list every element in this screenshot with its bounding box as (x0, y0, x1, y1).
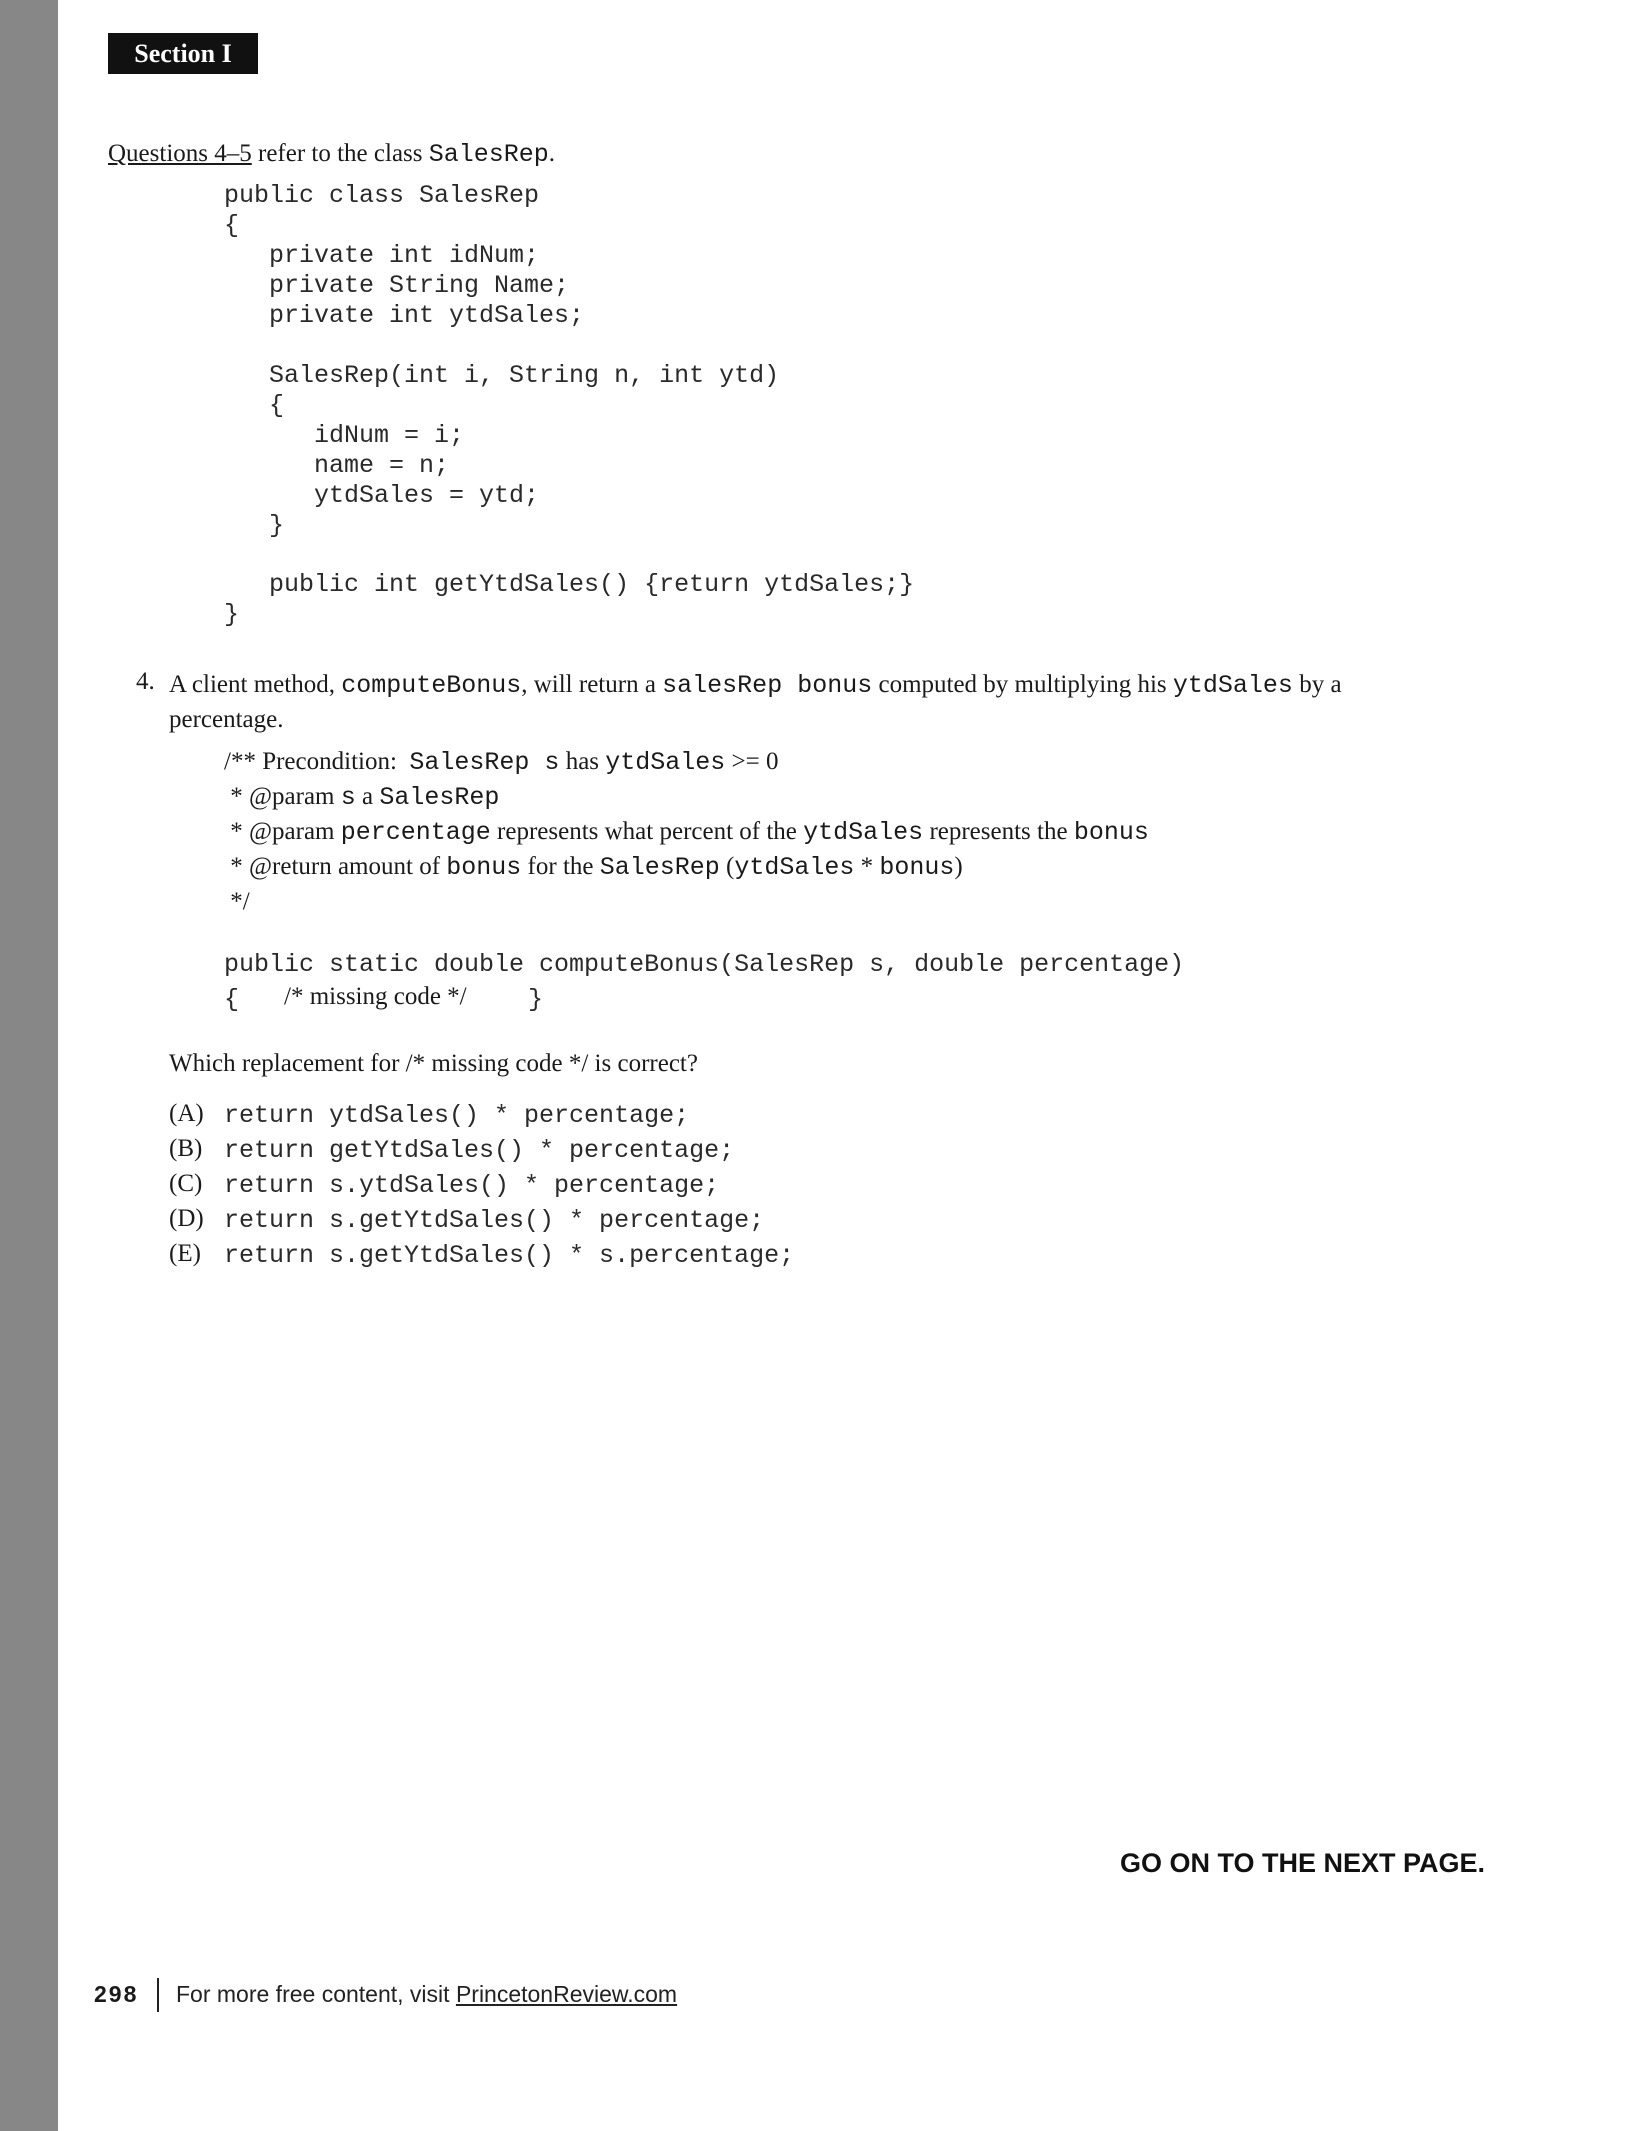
doc-code: SalesRep (379, 783, 500, 812)
code-line: public int getYtdSales() {return ytdSales;} (224, 570, 915, 599)
doc-text: represents the (923, 818, 1074, 845)
doc-code: ytdSales (734, 853, 855, 882)
code-line: } (224, 600, 240, 629)
question-text-part: , will return a (521, 671, 663, 698)
intro-period: . (548, 140, 556, 167)
doc-text: * @param (224, 783, 341, 810)
doc-text: ( (719, 853, 735, 880)
doc-text: * (854, 853, 880, 880)
code-line: ytdSales = ytd; (224, 481, 540, 510)
question-text-part: by a percentage. (169, 671, 1342, 733)
intro-class-name: SalesRep (428, 140, 549, 169)
doc-code: bonus (446, 853, 522, 882)
doc-comment-line: */ (224, 888, 250, 915)
doc-text: ) (954, 853, 963, 880)
doc-code: ytdSales (605, 748, 726, 777)
code-line: SalesRep(int i, String n, int ytd) (224, 361, 780, 390)
doc-code: SalesRep (599, 853, 720, 882)
choice-code: return getYtdSales() * percentage; (224, 1136, 735, 1165)
code-line: { (224, 211, 240, 240)
code-line: idNum = i; (224, 421, 465, 450)
code-line: private String Name; (224, 271, 570, 300)
doc-text: /** Precondition: (224, 748, 410, 775)
code-line: private int ytdSales; (224, 301, 585, 330)
doc-code: percentage (340, 818, 491, 847)
choice-letter: (B) (169, 1135, 203, 1162)
doc-text: >= 0 (725, 748, 779, 775)
footer-label: For more free content, visit (176, 1981, 456, 2007)
question-code-term: ytdSales (1172, 671, 1293, 700)
question-text (169, 668, 1409, 737)
footer-divider (157, 1978, 159, 2012)
section-tab: Section I (108, 33, 258, 74)
doc-code: SalesRep s (409, 748, 560, 777)
doc-comment-line (224, 853, 963, 882)
choice-code: return s.getYtdSales() * s.percentage; (224, 1241, 795, 1270)
choice-code: return s.ytdSales() * percentage; (224, 1171, 720, 1200)
doc-code: bonus (1073, 818, 1149, 847)
code-line: private int idNum; (224, 241, 540, 270)
intro-text: refer to the class (251, 140, 429, 167)
question-text-part: A client method, (169, 671, 342, 698)
questions-intro (108, 136, 555, 173)
choice-code: return s.getYtdSales() * percentage; (224, 1206, 765, 1235)
question-code-term: salesRep bonus (662, 671, 873, 700)
method-close-brace: } (528, 985, 544, 1014)
choice-letter: (A) (169, 1100, 204, 1127)
choice-code: return ytdSales() * percentage; (224, 1101, 690, 1130)
code-line: name = n; (224, 451, 450, 480)
code-line: { (224, 391, 285, 420)
method-open-brace: { (224, 985, 240, 1014)
doc-comment-line (224, 818, 1149, 847)
doc-comment-line (224, 783, 499, 812)
choice-letter: (E) (169, 1240, 201, 1267)
footer-text (176, 1981, 677, 2008)
page-margin-bar (0, 0, 58, 2131)
doc-code: ytdSales (803, 818, 924, 847)
doc-text: * @return amount of (224, 853, 447, 880)
choice-letter: (D) (169, 1205, 204, 1232)
page-number: 298 (94, 1981, 139, 2007)
code-line: public class SalesRep (224, 181, 540, 210)
question-number: 4. (136, 668, 155, 695)
question-code-term: computeBonus (341, 671, 522, 700)
missing-code-comment: /* missing code */ (284, 983, 467, 1010)
doc-comment-line (224, 748, 779, 777)
doc-text: for the (521, 853, 600, 880)
doc-code: s (340, 783, 356, 812)
doc-text: has (559, 748, 606, 775)
code-line: } (224, 511, 285, 540)
method-signature: public static double computeBonus(SalesRep s, double percentage) (224, 950, 1185, 979)
doc-text: a (355, 783, 380, 810)
question-text-part: computed by multiplying his (872, 671, 1173, 698)
choice-letter: (C) (169, 1170, 203, 1197)
doc-code: bonus (879, 853, 955, 882)
doc-text: * @param (224, 818, 341, 845)
question-prompt: Which replacement for /* missing code */ is correct? (169, 1050, 698, 1077)
next-page-notice: GO ON TO THE NEXT PAGE. (1120, 1848, 1486, 1878)
questions-reference: Questions 4–5 (108, 140, 252, 167)
doc-text: represents what percent of the (490, 818, 804, 845)
footer-link[interactable]: PrincetonReview.com (455, 1981, 678, 2007)
